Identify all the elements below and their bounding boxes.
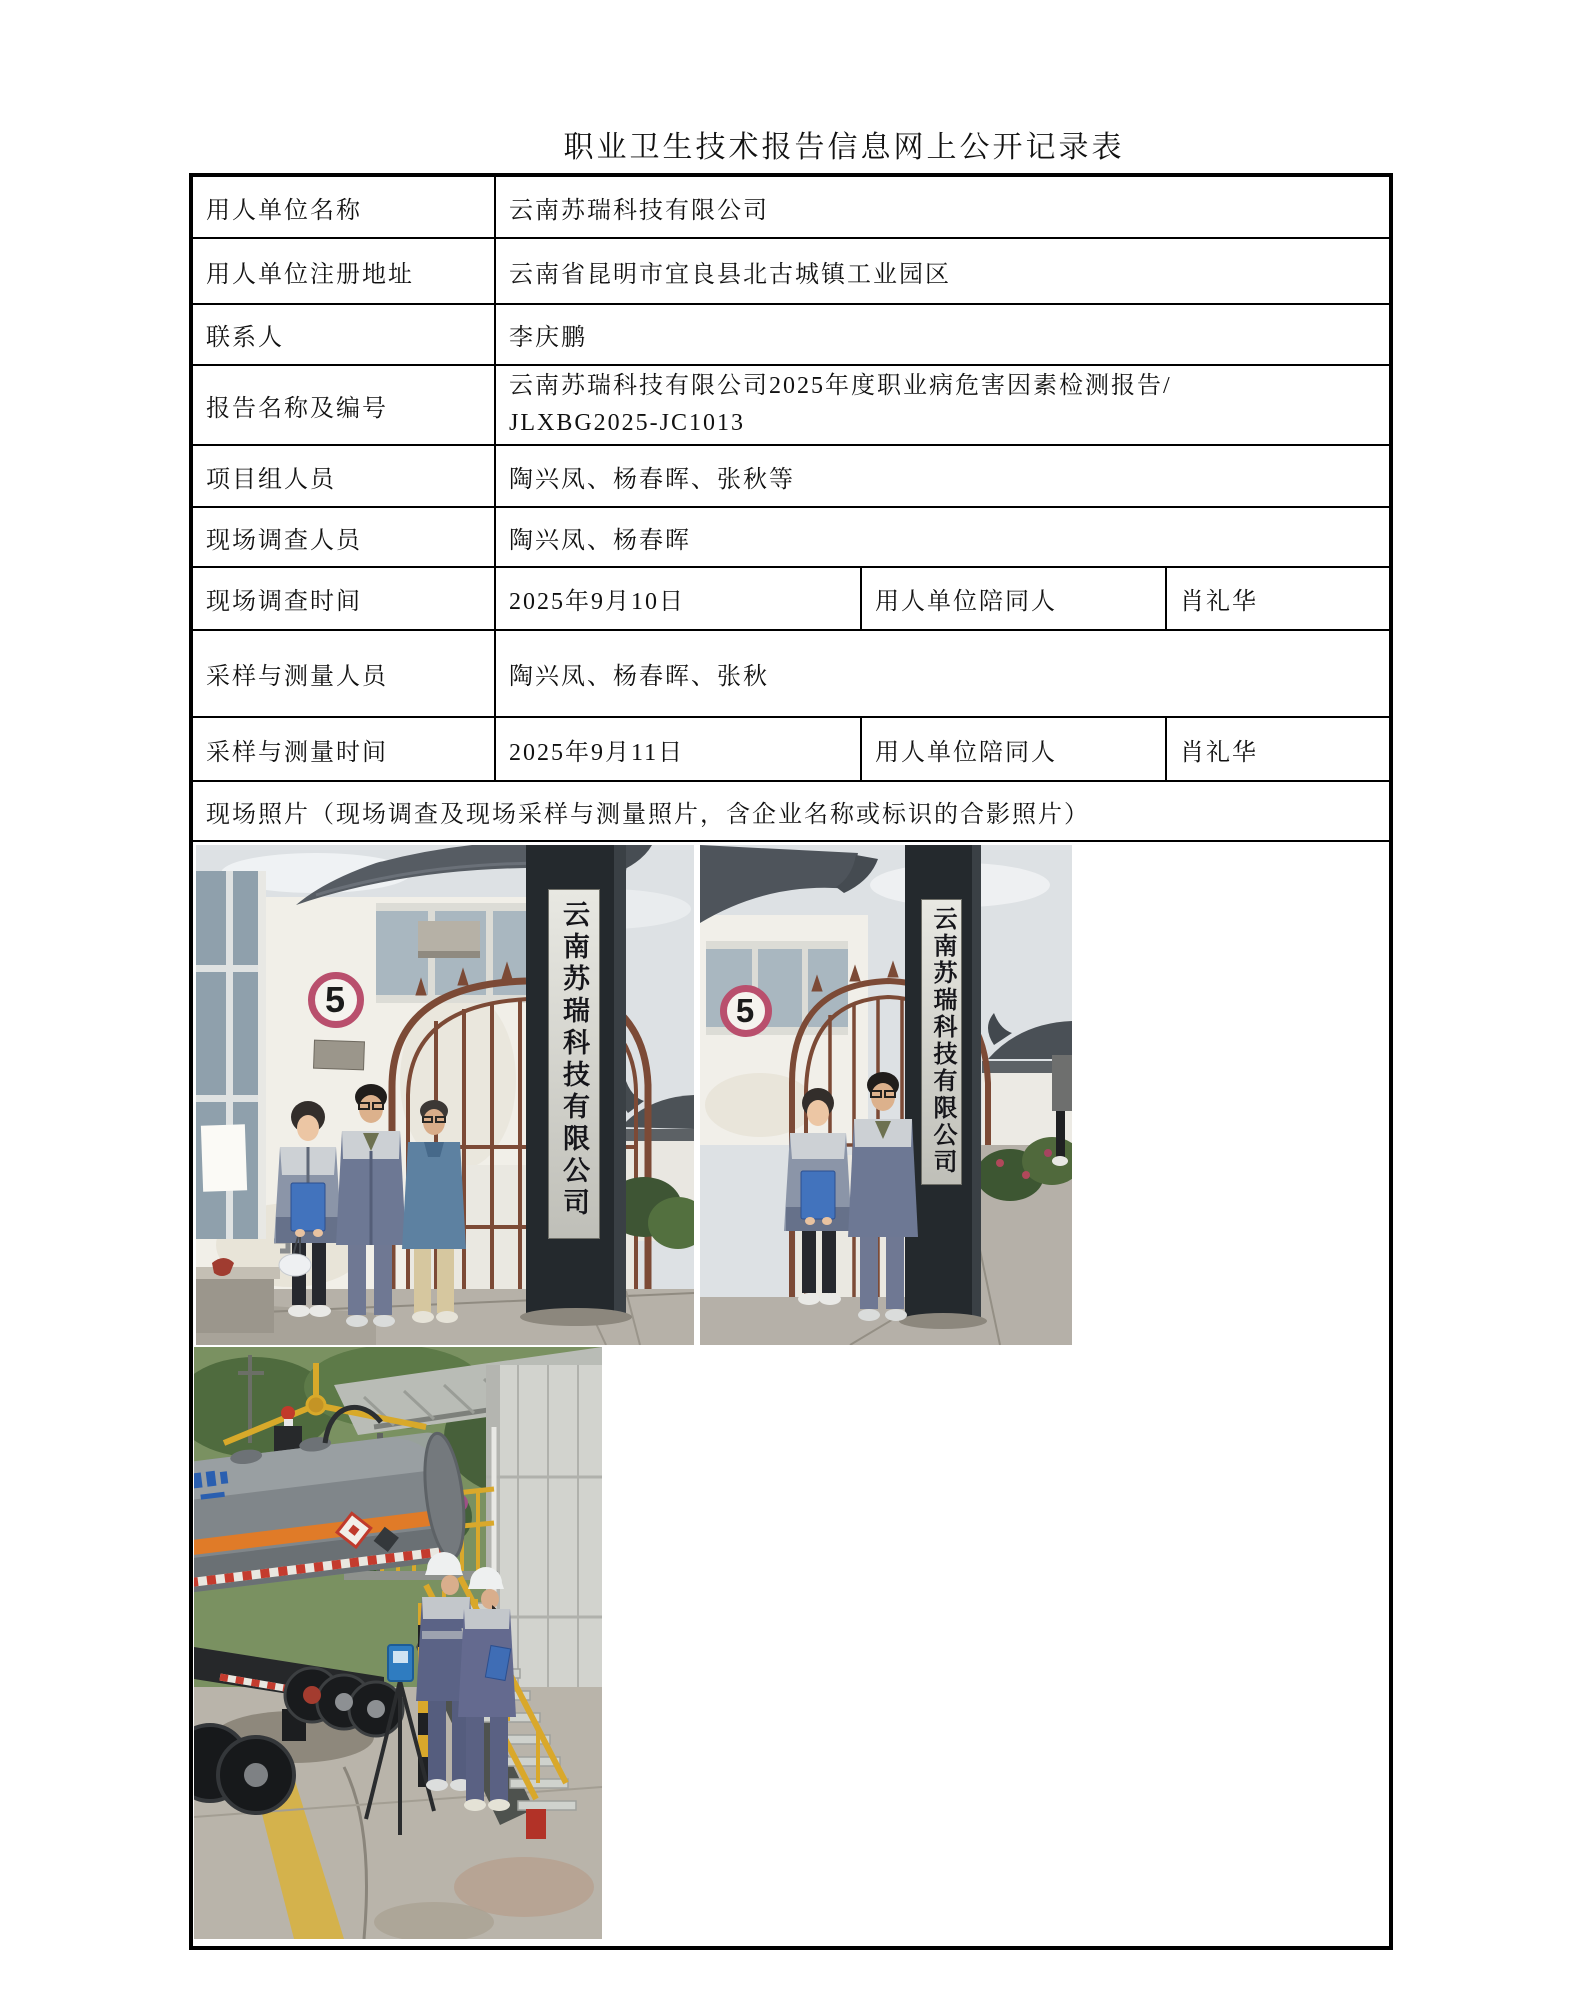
employer-name-label: 用人单位名称 [191,175,495,238]
record-table [189,173,1393,1950]
blue-folder [801,1171,835,1219]
photo-3-scene [194,1347,602,1939]
table-row [191,175,1391,238]
speed-limit-value: 5 [324,979,348,1020]
white-hard-hat [279,1254,311,1276]
project-team-label: 项目组人员 [191,445,495,507]
site-photos-cell [191,841,1391,1948]
photo-tanker-sampling [194,1347,602,1939]
speed-limit-value: 5 [735,992,757,1029]
table-row [191,717,1391,781]
photos-caption: 现场照片（现场调查及现场采样与测量照片，含企业名称或标识的合影照片） [191,781,1391,841]
survey-time-value: 2025年9月10日 [495,567,861,630]
red-fire-box [526,1809,546,1839]
sampling-staff-label: 采样与测量人员 [191,630,495,717]
contact-label: 联系人 [191,304,495,365]
photo-gate-group-three [196,845,694,1345]
report-number-line2: JLXBG2025-JC1013 [509,410,746,436]
survey-companion-value: 肖礼华 [1166,567,1391,630]
sampling-time-label: 采样与测量时间 [191,717,495,781]
speed-limit-sign [308,972,364,1028]
table-row [191,630,1391,717]
blue-folder [291,1183,325,1231]
survey-companion-label: 用人单位陪同人 [861,567,1166,630]
page-title: 职业卫生技术报告信息网上公开记录表 [563,131,1125,164]
report-name-label: 报告名称及编号 [191,365,495,445]
sampling-staff-value: 陶兴凤、杨春晖、张秋 [495,630,1391,717]
photo-gate-group-two [700,845,1072,1345]
photo-1-scene [196,845,694,1345]
sampling-companion-label: 用人单位陪同人 [861,717,1166,781]
table-row [191,567,1391,630]
contact-value: 李庆鹏 [495,304,1391,365]
employer-address-value: 云南省昆明市宜良县北古城镇工业园区 [495,238,1391,304]
company-pillar-sign: 云南苏瑞科技有限公司 [921,899,962,1185]
sampling-time-value: 2025年9月11日 [495,717,861,781]
table-row [191,445,1391,507]
employer-address-label: 用人单位注册地址 [191,238,495,304]
table-row [191,304,1391,365]
survey-staff-value: 陶兴凤、杨春晖 [495,507,1391,567]
survey-time-label: 现场调查时间 [191,567,495,630]
speed-limit-sign [720,985,772,1037]
table-row [191,507,1391,567]
table-row [191,365,1391,445]
survey-staff-label: 现场调查人员 [191,507,495,567]
company-pillar-sign: 云南苏瑞科技有限公司 [548,889,600,1239]
table-row [191,841,1391,1948]
table-row [191,781,1391,841]
photo-2-scene [700,845,1072,1345]
employer-name-value: 云南苏瑞科技有限公司 [495,175,1391,238]
report-name-line1: 云南苏瑞科技有限公司2025年度职业病危害因素检测报告/ [509,373,1172,399]
report-name-value [495,365,1391,445]
table-row [191,238,1391,304]
project-team-value: 陶兴凤、杨春晖、张秋等 [495,445,1391,507]
sampling-companion-value: 肖礼华 [1166,717,1391,781]
wall-plaque [314,1040,365,1070]
